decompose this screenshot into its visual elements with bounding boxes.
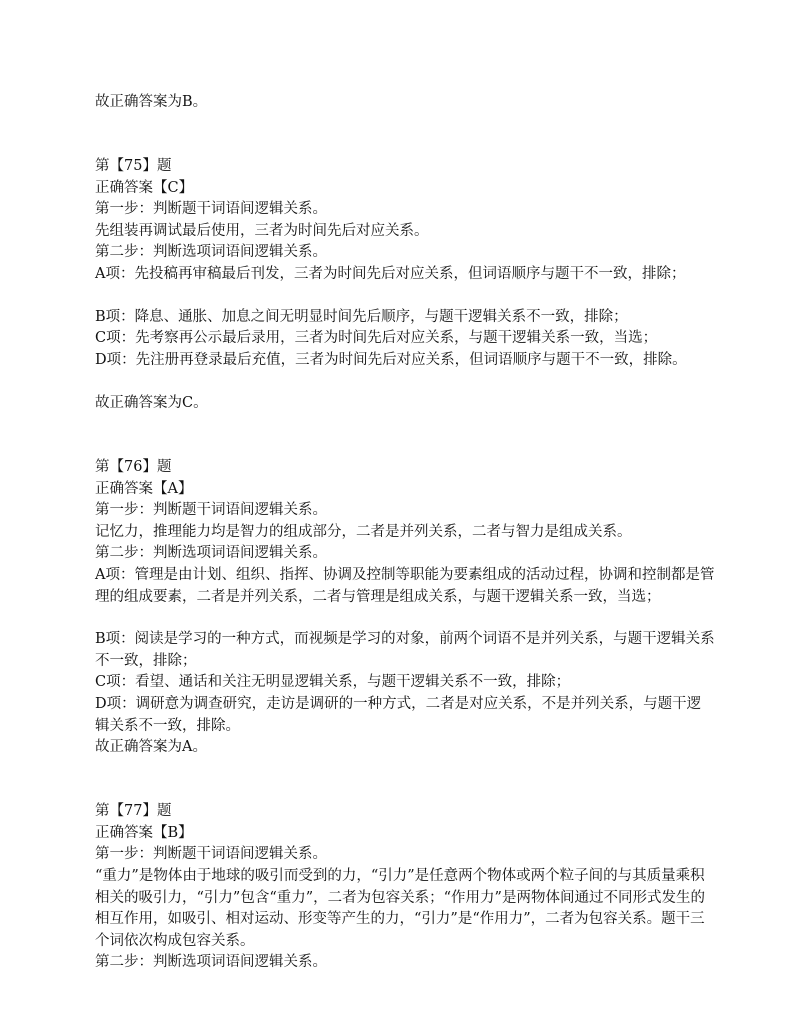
q75-option-a: A项：先投稿再审稿最后刊发，三者为时间先后对应关系，但词语顺序与题干不一致，排除； bbox=[95, 266, 686, 282]
q75-step2-title: 第二步：判断选项词语间逻辑关系。 bbox=[95, 244, 327, 260]
q76-option-b: B项：阅读是学习的一种方式，而视频是学习的对象，前两个词语不是并列关系，与题干逻辑关系不一致，排除； bbox=[95, 631, 715, 669]
q75-answer: 正确答案【C】 bbox=[95, 180, 194, 196]
prev-conclusion: 故正确答案为B。 bbox=[95, 94, 208, 110]
q75-option-d: D项：先注册再登录最后充值，三者为时间先后对应关系，但词语顺序与题干不一致，排除。 bbox=[95, 352, 687, 368]
q76-step1-title: 第一步：判断题干词语间逻辑关系。 bbox=[95, 502, 327, 518]
q76-option-a: A项：管理是由计划、组织、指挥、协调及控制等职能为要素组成的活动过程，协调和控制都是管理的组成要素，二者是并列关系，二者与管理是组成关系，与题干逻辑关系一致，当选； bbox=[95, 567, 715, 605]
q75-step1-title: 第一步：判断题干词语间逻辑关系。 bbox=[95, 201, 327, 217]
q77-step2-title: 第二步：判断选项词语间逻辑关系。 bbox=[95, 954, 327, 970]
q76-step1-body: 记忆力，推理能力均是智力的组成部分，二者是并列关系，二者与智力是组成关系。 bbox=[95, 524, 632, 540]
q76-step2-title: 第二步：判断选项词语间逻辑关系。 bbox=[95, 545, 327, 561]
q75-conclusion: 故正确答案为C。 bbox=[95, 395, 208, 411]
q77-answer: 正确答案【B】 bbox=[95, 825, 193, 841]
q75-option-c: C项：先考察再公示最后录用，三者为时间先后对应关系，与题干逻辑关系一致，当选； bbox=[95, 330, 658, 346]
q77-step1-title: 第一步：判断题干词语间逻辑关系。 bbox=[95, 846, 327, 862]
q76-heading: 第【76】题 bbox=[95, 459, 172, 475]
q75-option-b: B项：降息、通胀、加息之间无明显时间先后顺序，与题干逻辑关系不一致，排除； bbox=[95, 309, 628, 325]
q76-answer: 正确答案【A】 bbox=[95, 481, 193, 497]
q77-step1-body: “重力”是物体由于地球的吸引而受到的力，“引力”是任意两个物体或两个粒子间的与其质量乘积相关的吸引力，“引力”包含“重力”，二者为包容关系；“作用力”是两物体间通过不同形式发生的相互作用，如吸引、相对运动、形变等产生的力，“引力”是“作用力”，二者为包容关系。题干三个词依次构成包容关系。 bbox=[95, 868, 705, 949]
q76-conclusion: 故正确答案为A。 bbox=[95, 739, 207, 755]
q77-heading: 第【77】题 bbox=[95, 803, 172, 819]
q75-step1-body: 先组装再调试最后使用，三者为时间先后对应关系。 bbox=[95, 223, 429, 239]
q75-heading: 第【75】题 bbox=[95, 158, 172, 174]
q76-option-c: C项：看望、通话和关注无明显逻辑关系，与题干逻辑关系不一致，排除； bbox=[95, 674, 571, 690]
q76-option-d: D项：调研意为调查研究，走访是调研的一种方式，二者是对应关系，不是并列关系，与题干逻辑关系不一致，排除。 bbox=[95, 696, 702, 734]
